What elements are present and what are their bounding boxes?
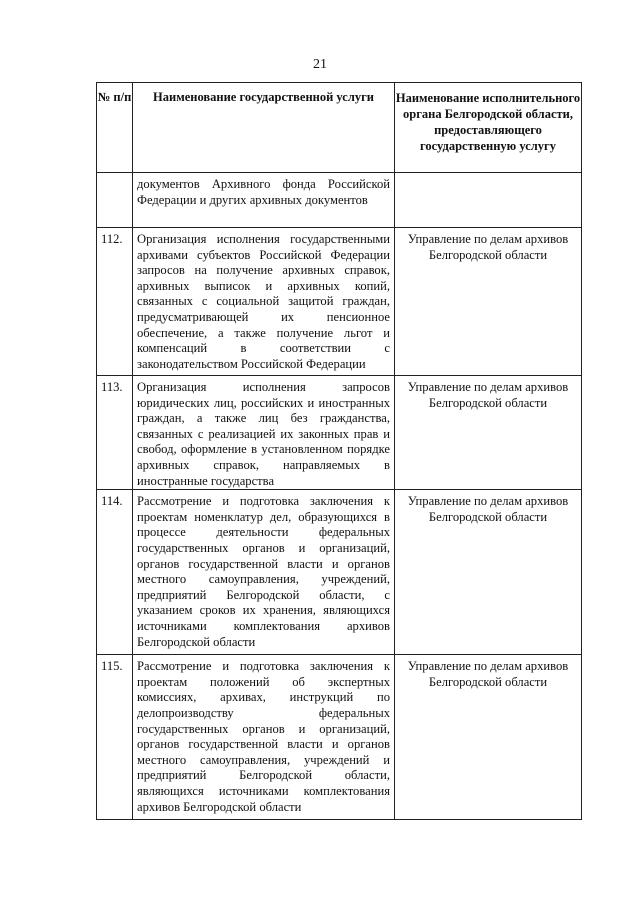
header-service-name: Наименование государственной услуги xyxy=(133,83,395,173)
service-name: Организация исполнения государственными архивами субъектов Российской Федерации запросов на получение архивных справок, архивных выписок и архивных копий, связанных с социальной защитой граждан, предусматривающей их пенсионное обеспечение, а также получение льгот и компенсаций в соответствии с законодательством Российской Федерации xyxy=(133,228,395,376)
table-row xyxy=(97,376,582,490)
service-name: Рассмотрение и подготовка заключения к проектам положений об экспертных комиссиях, архивах, инструкций по делопроизводству федеральных государственных органов и организаций, органов государственной власти и органов местного самоуправления, учреждений и предприятий Белгородской области, являющихся источниками комплектования архивов Белгородской области xyxy=(133,655,395,820)
row-number: 114. xyxy=(97,490,133,655)
row-number: 115. xyxy=(97,655,133,820)
service-name: Организация исполнения запросов юридических лиц, российских и иностранных граждан, а также лиц без гражданства, связанных с реализацией их законных прав и свобод, оформление в установленном порядке архивных справок, направляемых в иностранные государства xyxy=(133,376,395,490)
header-number: № п/п xyxy=(97,83,133,173)
table-header-row xyxy=(97,83,582,173)
row-number xyxy=(97,173,133,228)
organ-name: Управление по делам архивов Белгородской области xyxy=(395,376,582,490)
organ-name: Управление по делам архивов Белгородской области xyxy=(395,655,582,820)
organ-name xyxy=(395,173,582,228)
organ-name: Управление по делам архивов Белгородской области xyxy=(395,490,582,655)
table-row xyxy=(97,228,582,376)
table-row xyxy=(97,490,582,655)
organ-name: Управление по делам архивов Белгородской области xyxy=(395,228,582,376)
table-row xyxy=(97,655,582,820)
service-name: документов Архивного фонда Российской Федерации и других архивных документов xyxy=(133,173,395,228)
service-name: Рассмотрение и подготовка заключения к проектам номенклатур дел, образующихся в процессе деятельности федеральных государственных органов и организаций, органов государственной власти и органов местного самоуправления, учреждений, предприятий Белгородской области, с указанием сроков их хранения, являющихся источниками комплектования архивов Белгородской области xyxy=(133,490,395,655)
table-row xyxy=(97,173,582,228)
services-table xyxy=(96,82,582,820)
row-number: 112. xyxy=(97,228,133,376)
page-number: 21 xyxy=(313,57,327,72)
header-organ-name: Наименование исполнительного органа Белгородской области, предоставляющего государственную услугу xyxy=(395,83,582,173)
row-number: 113. xyxy=(97,376,133,490)
